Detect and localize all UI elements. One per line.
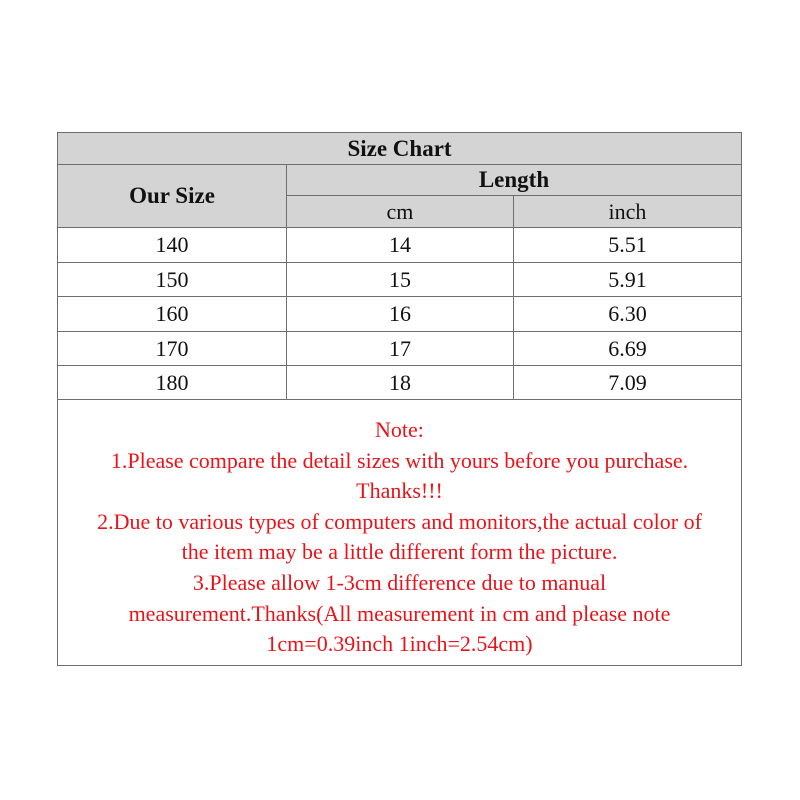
unit-inch-header: inch	[514, 196, 741, 228]
note-line: 3.Please allow 1-3cm difference due to manual	[192, 569, 607, 595]
note-line: 1cm=0.39inch 1inch=2.54cm)	[266, 631, 533, 657]
cm-cell: 17	[287, 332, 514, 366]
note-line: the item may be a little different form the picture.	[181, 539, 618, 565]
inch-cell: 5.91	[514, 263, 741, 297]
inch-cell: 7.09	[514, 366, 741, 400]
note-line: 1.Please compare the detail sizes with yours before you purchase.	[110, 447, 689, 473]
note-line: 2.Due to various types of computers and monitors,the actual color of	[97, 508, 702, 534]
note-line: Thanks!!!	[356, 478, 443, 504]
cm-cell: 14	[287, 228, 514, 263]
note-section	[58, 400, 741, 665]
cm-cell: 16	[287, 297, 514, 332]
size-cell: 140	[58, 228, 287, 263]
inch-cell: 6.69	[514, 332, 741, 366]
length-header: Length	[287, 165, 741, 196]
size-chart-table	[57, 132, 742, 666]
size-cell: 160	[58, 297, 287, 332]
size-cell: 170	[58, 332, 287, 366]
cm-cell: 18	[287, 366, 514, 400]
unit-cm-header: cm	[287, 196, 514, 228]
cm-cell: 15	[287, 263, 514, 297]
inch-cell: 6.30	[514, 297, 741, 332]
size-cell: 150	[58, 263, 287, 297]
inch-cell: 5.51	[514, 228, 741, 263]
note-line: measurement.Thanks(All measurement in cm and please note	[128, 600, 671, 626]
size-cell: 180	[58, 366, 287, 400]
chart-title: Size Chart	[58, 133, 741, 165]
note-heading: Note:	[375, 417, 424, 442]
our-size-header: Our Size	[58, 165, 287, 228]
